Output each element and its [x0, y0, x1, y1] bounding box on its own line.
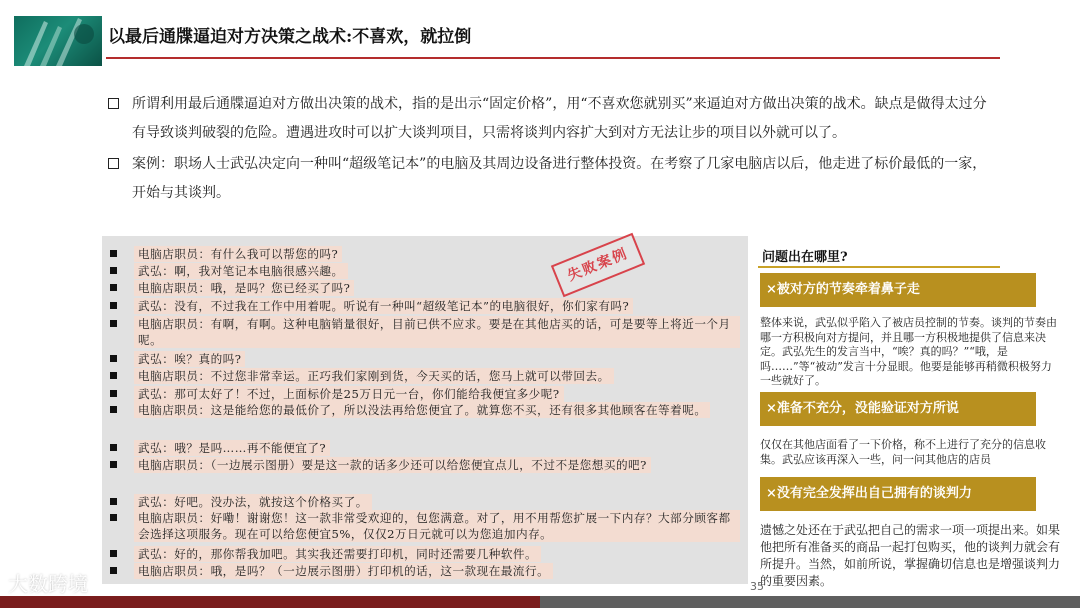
square-bullet-icon: [110, 302, 117, 309]
square-bullet-icon: [108, 98, 119, 109]
title-underline: [106, 57, 1000, 59]
dialog-line: 武弘：没有，不过我在工作中用着呢。听说有一种叫“超级笔记本”的电脑很好，你们家有吗?: [110, 298, 740, 314]
square-bullet-icon: [110, 550, 117, 557]
failure-case-stamp: 失败案例: [551, 233, 645, 297]
dialog-line: 武弘：唉？真的吗?: [110, 351, 740, 367]
page-title: 以最后通牒逼迫对方决策之战术:不喜欢，就拉倒: [108, 27, 472, 47]
intro-section: [106, 90, 996, 208]
intro-text: 所谓利用最后通牒逼迫对方做出决策的战术，指的是出示“固定价格”，用“不喜欢您就别买”来逼迫对方做出决策的战术。缺点是做得太过分有导致谈判破裂的危险。遭遇进攻时可以扩大谈判项目，只需将谈判内容扩大到对方无法让步的项目以外就可以了。: [132, 96, 987, 141]
dialog-line: 武弘：哦？是吗……再不能便宜了?: [110, 440, 740, 456]
square-bullet-icon: [110, 514, 117, 521]
intro-bullet: [106, 90, 996, 148]
square-bullet-icon: [110, 320, 117, 327]
issue-heading: ×被对方的节奏牵着鼻子走: [760, 273, 1036, 307]
dialog-panel: [102, 236, 748, 584]
dialog-line: 电脑店职员：不过您非常幸运。正巧我们家刚到货，今天买的话，您马上就可以带回去。: [110, 368, 740, 384]
dialog-line: 武弘：好的，那你帮我加吧。其实我还需要打印机，同时还需要几种软件。: [110, 546, 740, 562]
square-bullet-icon: [110, 372, 117, 379]
corner-image: [14, 16, 102, 66]
intro-text: 案例：职场人士武弘决定向一种叫“超级笔记本”的电脑及其周边设备进行整体投资。在考察了几家电脑店以后，他走进了标价最低的一家，开始与其谈判。: [132, 156, 987, 201]
analysis-title: 问题出在哪里?: [762, 250, 848, 265]
issue-heading: ×没有完全发挥出自己拥有的谈判力: [760, 477, 1036, 511]
dialog-line: 电脑店职员：哦，是吗？（一边展示图册）打印机的话，这一款现在最流行。: [110, 563, 740, 579]
square-bullet-icon: [110, 355, 117, 362]
square-bullet-icon: [110, 406, 117, 413]
issue-text: 仅仅在其他店面看了一下价格，称不上进行了充分的信息收集。武弘应该再深入一些，问一问其他店的店员: [760, 438, 1046, 466]
issue-heading: ×准备不充分，没能验证对方所说: [760, 392, 1036, 426]
square-bullet-icon: [110, 567, 117, 574]
dialog-line: 电脑店职员：有什么我可以帮您的吗?: [110, 246, 740, 262]
dialog-line: 电脑店职员：有啊，有啊。这种电脑销量很好，目前已供不应求。要是在其他店买的话，可是要等上将近一个月呢。: [110, 316, 740, 348]
bottom-bar: [0, 596, 1080, 608]
square-bullet-icon: [110, 250, 117, 257]
dialog-line: 电脑店职员：这是能给您的最低价了，所以没法再给您便宜了。就算您不买，还有很多其他顾客在等着呢。: [110, 402, 740, 418]
dialog-line: 电脑店职员：（一边展示图册）要是这一款的话多少还可以给您便宜点儿，不过不是您想买的吧?: [110, 457, 740, 473]
square-bullet-icon: [110, 444, 117, 451]
square-bullet-icon: [110, 390, 117, 397]
intro-bullet: [106, 150, 996, 208]
dialog-line: 武弘：好吧。没办法，就按这个价格买了。: [110, 494, 740, 510]
square-bullet-icon: [110, 498, 117, 505]
dialog-line: 武弘：那可太好了！不过，上面标价是25万日元一台，你们能给我便宜多少呢?: [110, 386, 740, 402]
bottom-bar-segment: [540, 596, 1080, 608]
issue-text: 整体来说，武弘似乎陷入了被店员控制的节奏。谈判的节奏由哪一方积极向对方提问，并且哪一方积极地提供了信息来决定。武弘先生的发言当中，“唉？真的吗？”“哦，是吗……”等“被动”发言十分显眼。他要是能够再稍微积极努力一些就好了。: [760, 316, 1057, 387]
square-bullet-icon: [110, 267, 117, 274]
dialog-line: 电脑店职员：哦，是吗？您已经买了吗?: [110, 280, 740, 296]
watermark-logo: 大数跨境: [8, 572, 88, 596]
dialog-line: 电脑店职员：好嘞！谢谢您！这一款非常受欢迎的，包您满意。对了，用不用帮您扩展一下内存？大部分顾客都会选择这项服务。现在可以给您便宜5%，仅仅2万日元就可以为您追加内存。: [110, 510, 740, 542]
decor-graphic: [14, 16, 102, 66]
square-bullet-icon: [108, 158, 119, 169]
square-bullet-icon: [110, 461, 117, 468]
issue-text: 遗憾之处还在于武弘把自己的需求一项一项提出来。如果他把所有准备买的商品一起打包购买，他的谈判力就会有所提升。当然，如前所说，掌握确切信息也是增强谈判力的重要因素。: [760, 523, 1061, 588]
dialog-line: 武弘：啊，我对笔记本电脑很感兴趣。: [110, 263, 740, 279]
square-bullet-icon: [110, 284, 117, 291]
page-number: 35: [750, 580, 764, 593]
analysis-underline: [758, 266, 1000, 268]
